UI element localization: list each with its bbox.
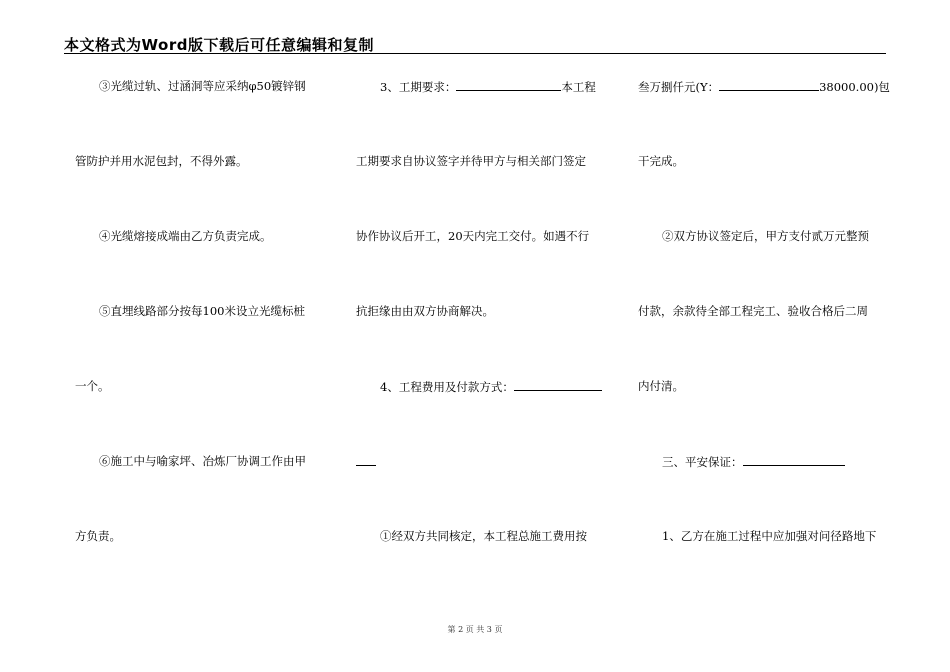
- text-line: ⑤直埋线路部分按每100米设立光缆标桩: [99, 304, 305, 318]
- text-line: 1、乙方在施工过程中应加强对问径路地下: [662, 529, 877, 543]
- line-suffix: 本工程: [561, 80, 596, 94]
- text-line: [356, 455, 376, 469]
- fill-in-blank: [356, 455, 376, 466]
- text-line: 方负责。: [75, 529, 121, 543]
- text-line: 干完成。: [638, 154, 684, 168]
- line-prefix: 三、平安保证：: [662, 455, 743, 469]
- text-line: ①经双方共同核定，本工程总施工费用按: [380, 529, 587, 543]
- text-line: 一个。: [75, 379, 110, 393]
- line-prefix: 4、工程费用及付款方式：: [380, 380, 514, 394]
- fill-in-blank: [514, 380, 602, 391]
- page-number: 第 2 页 共 3 页: [447, 625, 503, 634]
- text-line: ③光缆过轨、过涵洞等应采纳φ50镀锌钢: [99, 79, 306, 93]
- line-suffix: 38000.00)包: [819, 80, 890, 94]
- text-line: ⑥施工中与喻家坪、冶炼厂协调工作由甲: [99, 454, 306, 468]
- fill-in-blank: [456, 80, 561, 91]
- text-line: ④光缆熔接成端由乙方负责完成。: [99, 229, 272, 243]
- text-line: 内付清。: [638, 379, 684, 393]
- text-line: 协作协议后开工，20天内完工交付。如遇不行: [356, 229, 590, 243]
- text-line: [380, 80, 596, 94]
- text-line: [380, 380, 602, 394]
- fill-in-blank: [743, 455, 845, 466]
- line-prefix: 3、工期要求：: [380, 80, 457, 94]
- header-divider: [64, 53, 886, 54]
- text-line: [662, 455, 845, 469]
- text-line: 付款，余款待全部工程完工、验收合格后二周: [638, 304, 868, 318]
- text-line: [638, 80, 890, 94]
- text-line: ②双方协议签定后，甲方支付贰万元整预: [662, 229, 869, 243]
- fill-in-blank: [719, 80, 819, 91]
- text-line: 抗拒缘由由双方协商解决。: [356, 304, 494, 318]
- line-prefix: 叁万捌仟元(Y：: [638, 80, 720, 94]
- text-line: 工期要求自协议签字并待甲方与相关部门签定: [356, 154, 586, 168]
- text-line: 管防护并用水泥包封，不得外露。: [75, 154, 248, 168]
- document-header: 本文格式为Word版下载后可任意编辑和复制: [64, 36, 374, 54]
